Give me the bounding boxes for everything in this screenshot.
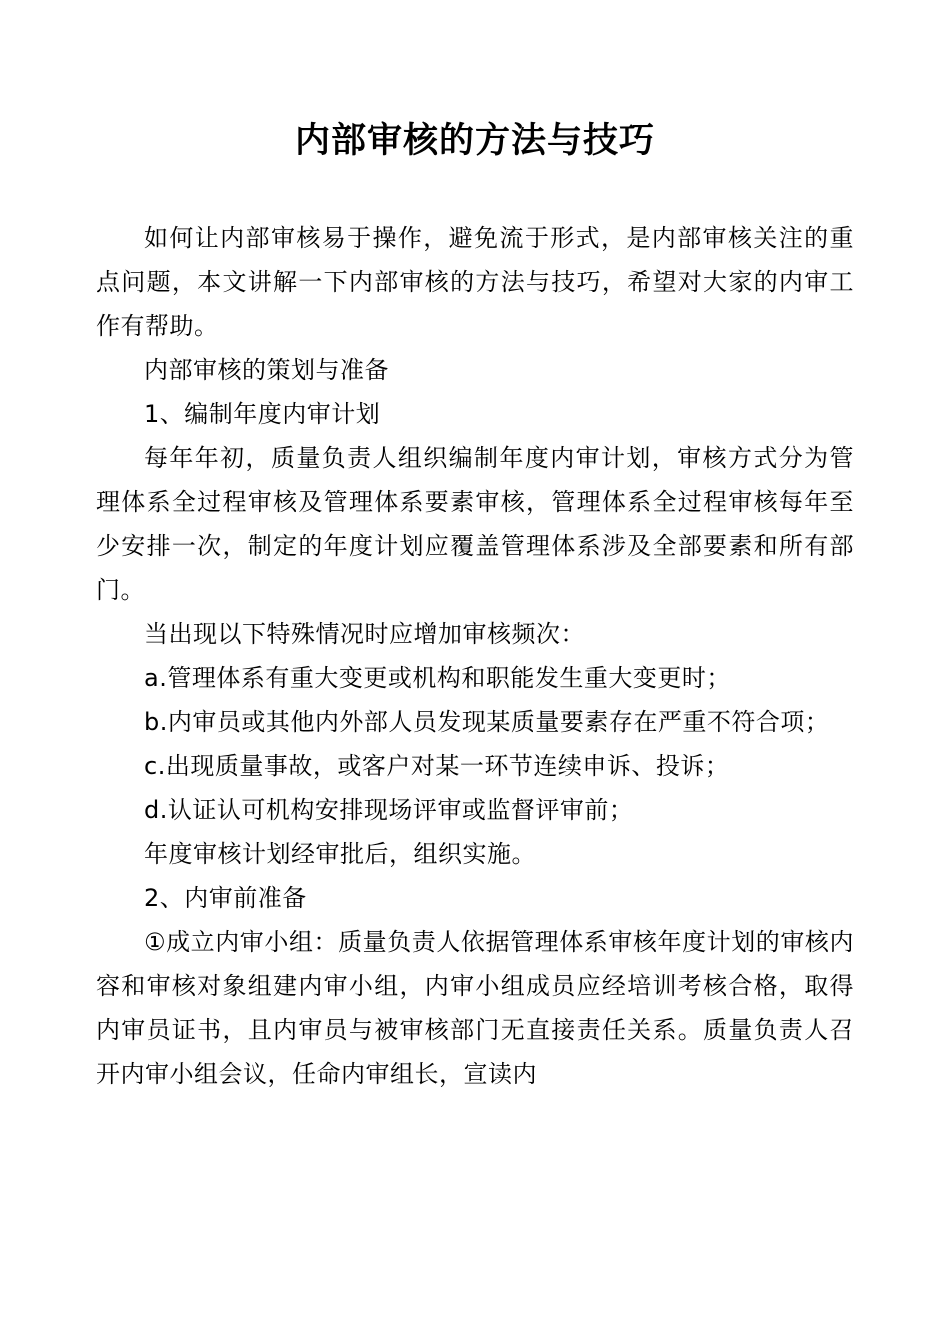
paragraph: a.管理体系有重大变更或机构和职能发生重大变更时； (144, 663, 731, 692)
paragraph: 每年年初，质量负责人组织编制年度内审计划，审核方式分为管理体系全过程审核及管理体系要素审核，管理体系全过程审核每年至少安排一次，制定的年度计划应覆盖管理体系涉及全部要素和所有部门。 (96, 443, 854, 604)
paragraph: b.内审员或其他内外部人员发现某质量要素存在严重不符合项； (144, 707, 830, 736)
paragraph: ①成立内审小组：质量负责人依据管理体系审核年度计划的审核内容和审核对象组建内审小组，内审小组成员应经培训考核合格，取得内审员证书，且内审员与被审核部门无直接责任关系。质量负责人召开内审小组会议，任命内审组长，宣读内 (96, 927, 854, 1088)
page-title: 内部审核的方法与技巧 (294, 120, 655, 161)
paragraph: 1、编制年度内审计划 (144, 399, 381, 428)
paragraph: 年度审核计划经审批后，组织实施。 (144, 839, 536, 868)
paragraph: 如何让内部审核易于操作，避免流于形式，是内部审核关注的重点问题，本文讲解一下内部审核的方法与技巧，希望对大家的内审工作有帮助。 (96, 223, 854, 340)
paragraph: 2、内审前准备 (144, 883, 307, 912)
paragraph: c.出现质量事故，或客户对某一环节连续申诉、投诉； (144, 751, 730, 780)
document-body (96, 216, 854, 1096)
paragraph: 当出现以下特殊情况时应增加审核频次： (144, 619, 585, 648)
paragraph: 内部审核的策划与准备 (144, 355, 389, 384)
paragraph: d.认证认可机构安排现场评审或监督评审前； (144, 795, 634, 824)
